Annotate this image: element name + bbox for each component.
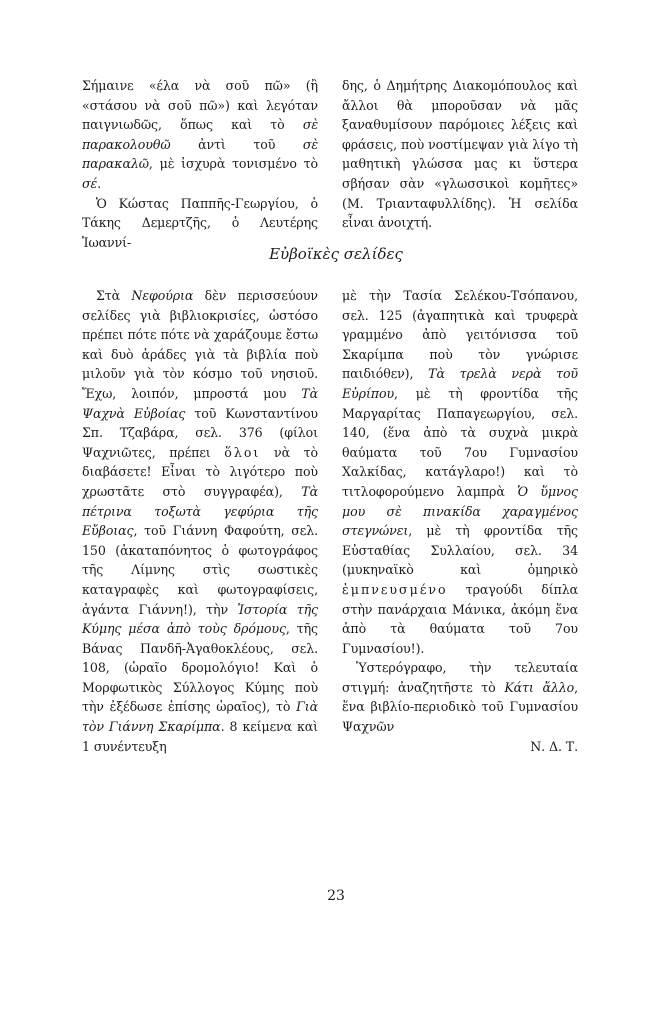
top-left-column: [82, 76, 318, 252]
text-run: , τῆς Βάνας Πανδῆ-Ἀγαθοκλέους, σελ. 108, (ὡραῖο δρομολόγιο! Καὶ ὁ Μορφωτικὸς Σύλλογος Κύμης ποὺ τὴν ἐξέδωσε ἐπίσης ὡραῖος), τὸ: [82, 621, 319, 715]
book-title: Ἱστορία τῆς Κύμης μέσα ἀπὸ τοὺς δρόμους: [82, 601, 318, 637]
book-title: Τὰ Ψαχνὰ Εὐβοίας: [82, 385, 318, 421]
page-number: 23: [327, 888, 345, 904]
paragraph: [342, 286, 578, 658]
book-title: Κάτι ἄλλο: [504, 679, 575, 695]
spaced-text: ἐμπνευσμένο: [342, 581, 448, 597]
paragraph: [82, 286, 318, 756]
text-run: , ἕνα βιβλίο-περιοδικὸ τοῦ Γυμνασίου Ψαχνῶν: [342, 679, 578, 735]
paragraph: δης, ὁ Δημήτρης Διακομόπουλος καὶ ἄλλοι θὰ μποροῦσαν νὰ μᾶς ξαναθυμίσουν παρόμοιες λέξεις καὶ φράσεις, ποὺ νοστίμεψαν γιὰ λίγο τὴ μαθητικὴ γλώσσα μας κι ὕστερα σβήσαν σὰν «γλωσσικοὶ κομῆτες» (Μ. Τριανταφυλλίδης). Ἡ σελίδα εἶναι ἀνοιχτή.: [342, 78, 578, 231]
book-title: Ὁ ὕμνος μου σὲ πινακίδα χαραγμένος στεγνώνει: [342, 483, 578, 539]
text-run: Σήμαινε «έλα νὰ σοῦ πῶ» (ἢ «στάσου νὰ σοῦ πῶ») καὶ λεγόταν παιγνιωδῶς, ὅπως καὶ τὸ: [82, 78, 318, 133]
italic-text: σὲ παρακολουθῶ: [82, 117, 318, 152]
italic-text: Νεφούρια: [131, 288, 194, 303]
italic-text: σέ: [82, 175, 98, 191]
text-run: νὰ τὸ διαβάσετε! Εἶναι τὸ λιγότερο ποὺ χρωστᾶτε στὸ συγγραφέα),: [82, 444, 318, 499]
top-right-column: [342, 76, 578, 233]
postscript: [342, 658, 578, 736]
text-run: μὲ τὴν Τασία Σελέκου-Τσόπανου, σελ. 125 (ἀγαπητικὰ καὶ τρυφερὰ γραμμένο ἀπὸ γειτόνισσα τοῦ Σκαρίμπα ποὺ τὸν γνώρισε παιδιόθεν),: [342, 288, 578, 382]
bottom-left-column: [82, 286, 318, 756]
text-run: Ὑστερόγραφο, τὴν τελευταία στιγμή: ἀναζητῆστε τὸ: [342, 660, 578, 695]
paragraph: Ὁ Κώστας Παππῆς-Γεωργίου, ὁ Τάκης Δεμερτζῆς, ὁ Λευτέρης Ἰωαννί-: [82, 195, 318, 250]
book-title: Τὰ πέτρινα τοξωτὰ γεφύρια τῆς Εὔβοιας: [82, 483, 318, 539]
text-run: δὲν περισσεύουν σελίδες γιὰ βιβλιοκρισίες, ὡστόσο πρέπει πότε πότε νὰ χαράζουμε ἔστω καὶ δυὸ ἀράδες γιὰ τὰ βιβλία ποὺ μιλοῦν γιὰ τὸν κόσμο τοῦ νησιοῦ. Ἔχω, λοιπόν, μπροστά μου: [82, 288, 318, 401]
text-run: τοῦ Κωνσταντίνου Σπ. Τζαβάρα, σελ. 376 (φίλοι Ψαχνιῶτες, πρέπει: [82, 405, 318, 460]
text-run: . 8 κείμενα καὶ 1 συνέντευξη: [82, 719, 318, 754]
section-heading: Εὐβοϊκὲς σελίδες: [269, 245, 403, 263]
text-run: τραγούδι δίπλα στὴν πανάρχαια Μάνικα, ἀκόμη ἕνα ἀπὸ τὰ θαύματα τοῦ 7ου Γυμνασίου!).: [342, 581, 578, 656]
text-run: ἀντὶ τοῦ: [170, 136, 303, 152]
paragraph: [82, 76, 318, 194]
signature: Ν. Δ. Τ.: [530, 738, 578, 754]
italic-text: σὲ παρακαλῶ: [82, 136, 318, 172]
text-run: , τοῦ Γιάννη Φαφούτη, σελ. 150 (ἀκαταπόνητος ὁ φωτογράφος τῆς Λίμνης στὶς σωστικὲς καταγραφὲς καὶ φωτογραφίσεις, ἀγάντα Γιάννη!), τὴν: [82, 523, 318, 617]
text-run: .: [97, 175, 102, 191]
bottom-right-column: [342, 286, 578, 756]
text-run: Στὰ: [96, 288, 132, 303]
book-title: Τὰ τρελὰ νερὰ τοῦ Εὐρίπου: [342, 366, 578, 401]
text-run: , μὲ ἰσχυρὰ τονισμένο τὸ: [148, 156, 318, 172]
text-run: , μὲ τὴ φροντίδα τῆς Εὐσταθίας Συλλαίου, σελ. 34 (μυκηναϊκὸ καὶ ὀμηρικὸ: [342, 523, 578, 578]
spaced-text: ὅλοι: [224, 444, 261, 460]
text-run: , μὲ τὴ φροντίδα τῆς Μαργαρίτας Παπαγεωργίου, σελ. 140, (ἕνα ἀπὸ τὰ συχνὰ μικρὰ θαύματα τοῦ 7ου Γυμνασίου Χαλκίδας, κατάγλαρο!) καὶ τὸ τιτλοφορούμενο λαμπρὰ: [342, 385, 578, 499]
book-title: Γιὰ τὸν Γιάννη Σκαρίμπα: [82, 699, 318, 735]
